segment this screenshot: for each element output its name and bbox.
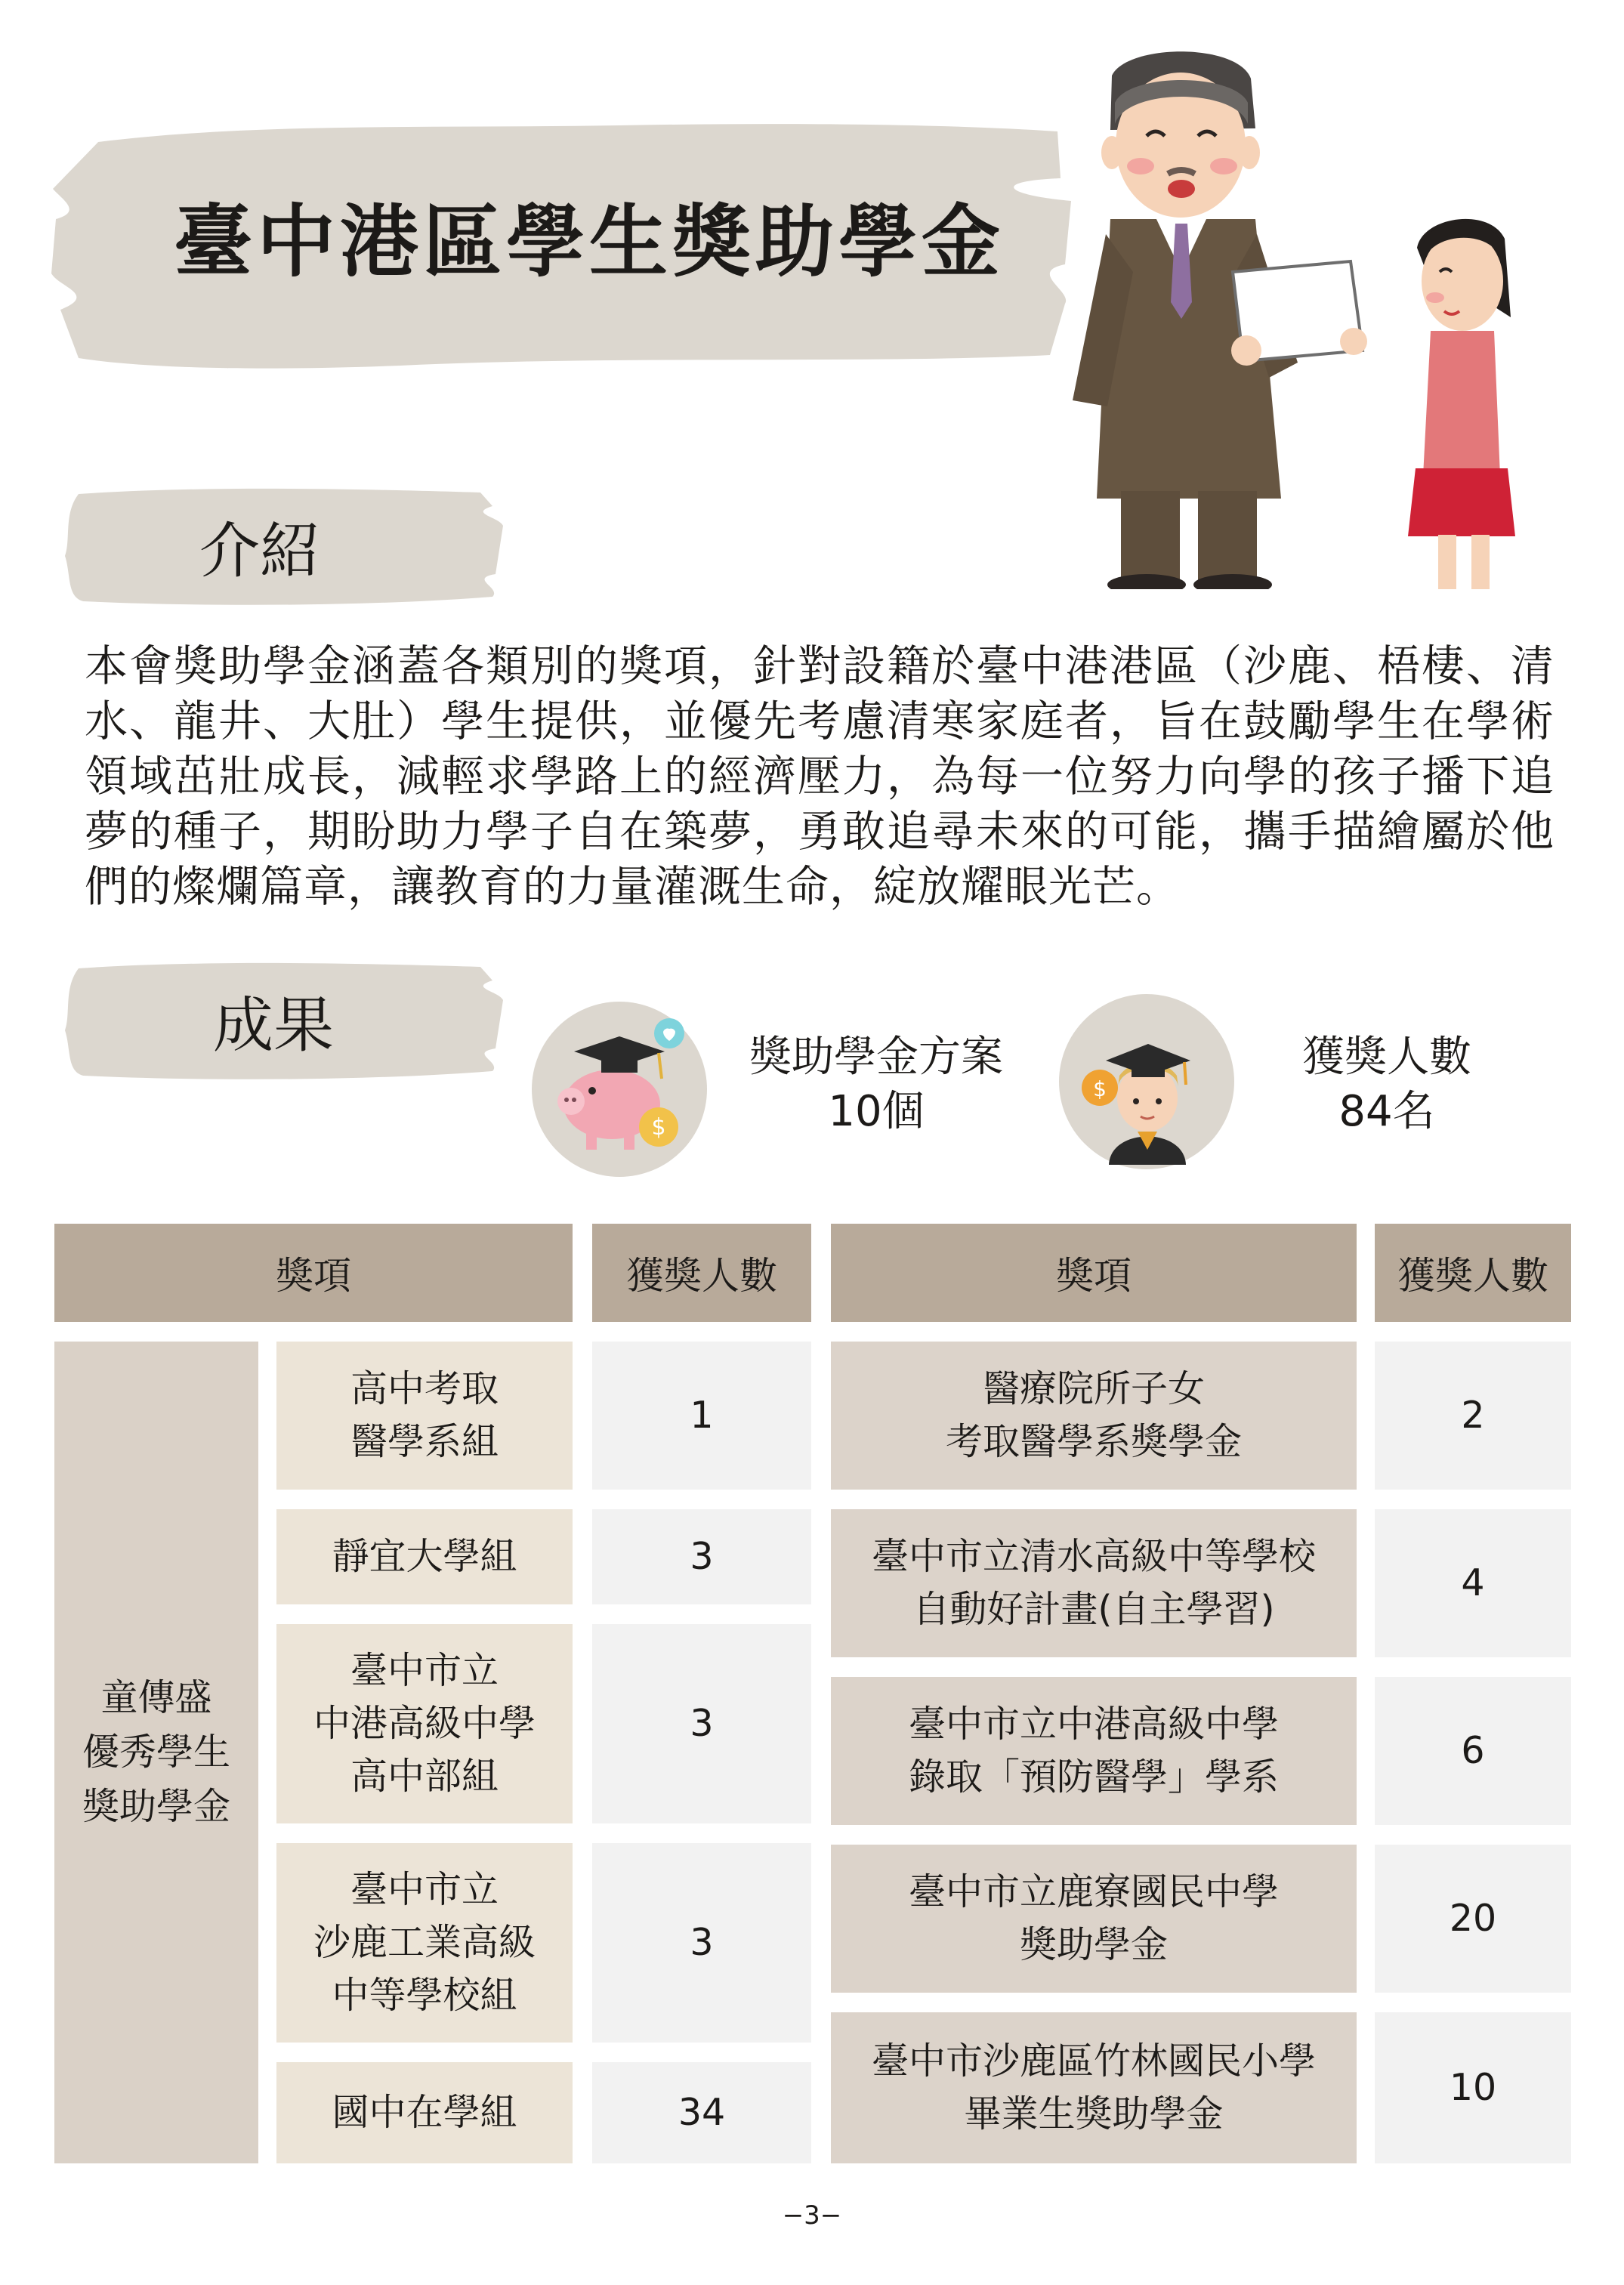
stat-programs-value: 10個 xyxy=(828,1087,925,1136)
award-line: 高中考取 xyxy=(350,1367,499,1410)
award-line: 獎助學金 xyxy=(1019,1923,1168,1966)
stat-programs-label: 獎助學金方案 xyxy=(749,1033,1003,1082)
left-count-cell: 34 xyxy=(592,2062,811,2163)
student-girl-figure xyxy=(1408,219,1515,589)
intro-paragraph: 本會獎助學金涵蓋各類別的獎項，針對設籍於臺中港港區（沙鹿、梧棲、清水、龍井、大肚）學生提供，並優先考慮清寒家庭者，旨在鼓勵學生在學術領域茁壯成長，減輕求學路上的經濟壓力，為每一位努力向學的孩子播下追夢的種子，期盼助力學子自在築夢，勇敢追尋未來的可能，攜手描繪屬於他們的燦爛篇章，讓教育的力量灌溉生命，綻放耀眼光芒。 xyxy=(85,641,1555,912)
award-line: 考取醫學系獎學金 xyxy=(945,1420,1242,1463)
certificate-paper xyxy=(1231,261,1367,366)
award-line: 臺中市立鹿寮國民中學 xyxy=(908,1870,1279,1913)
award-line: 臺中市立清水高級中等學校 xyxy=(871,1535,1316,1578)
award-line: 醫療院所子女 xyxy=(982,1367,1205,1410)
header-count-left: 獲獎人數 xyxy=(592,1224,811,1322)
left-award-cell xyxy=(276,1342,573,1490)
page-number: −3− xyxy=(782,2200,842,2231)
group-name-line: 優秀學生 xyxy=(82,1731,230,1774)
group-name-line: 獎助學金 xyxy=(82,1785,230,1828)
right-award-cell xyxy=(831,2012,1357,2163)
stat-winners-value: 84名 xyxy=(1338,1087,1435,1136)
svg-text:$: $ xyxy=(651,1114,666,1141)
header-award-left: 獎項 xyxy=(54,1224,573,1322)
award-line: 沙鹿工業高級 xyxy=(313,1921,536,1964)
award-line: 臺中市立中港高級中學 xyxy=(908,1703,1279,1746)
award-line: 醫學系組 xyxy=(350,1420,499,1463)
header-count-right: 獲獎人數 xyxy=(1375,1224,1571,1322)
left-award-cell xyxy=(276,1624,573,1823)
right-count-cell: 2 xyxy=(1375,1342,1571,1490)
right-count-cell: 4 xyxy=(1375,1509,1571,1657)
svg-text:$: $ xyxy=(1093,1076,1107,1101)
left-count-cell: 3 xyxy=(592,1509,811,1604)
right-award-cell xyxy=(831,1509,1357,1657)
right-award-cell xyxy=(831,1677,1357,1825)
group-name-cell xyxy=(54,1342,258,2163)
award-line: 錄取「預防醫學」學系 xyxy=(908,1755,1279,1799)
right-award-cell xyxy=(831,1342,1357,1490)
stat-winners-label: 獲獎人數 xyxy=(1302,1033,1471,1082)
results-heading: 成果 xyxy=(213,990,334,1061)
graduate-student-icon xyxy=(1056,991,1237,1172)
right-count-cell: 20 xyxy=(1375,1845,1571,1993)
award-presentation-illustration xyxy=(1057,45,1586,589)
award-line: 中等學校組 xyxy=(332,1974,517,2017)
page-title: 臺中港區學生獎助學金 xyxy=(174,196,1005,288)
left-award-cell: 國中在學組 xyxy=(276,2062,573,2163)
right-count-cell: 10 xyxy=(1375,2012,1571,2163)
intro-heading: 介紹 xyxy=(199,516,320,586)
award-line: 臺中市立 xyxy=(350,1868,499,1911)
award-line: 臺中市沙鹿區竹林國民小學 xyxy=(871,2040,1316,2083)
award-line: 中港高級中學 xyxy=(313,1702,536,1745)
right-count-cell: 6 xyxy=(1375,1677,1571,1825)
award-line: 畢業生獎助學金 xyxy=(964,2092,1224,2135)
award-line: 臺中市立 xyxy=(350,1649,499,1692)
piggy-bank-graduation-icon xyxy=(529,999,710,1180)
award-line: 高中部組 xyxy=(350,1755,499,1798)
left-count-cell: 3 xyxy=(592,1624,811,1823)
left-award-cell: 靜宜大學組 xyxy=(276,1509,573,1604)
right-award-cell xyxy=(831,1845,1357,1993)
header-award-right: 獎項 xyxy=(831,1224,1357,1322)
left-count-cell: 1 xyxy=(592,1342,811,1490)
left-award-cell xyxy=(276,1843,573,2043)
group-name-line: 童傳盛 xyxy=(100,1676,212,1719)
left-count-cell: 3 xyxy=(592,1843,811,2043)
award-line: 自動好計畫(自主學習) xyxy=(912,1588,1275,1631)
